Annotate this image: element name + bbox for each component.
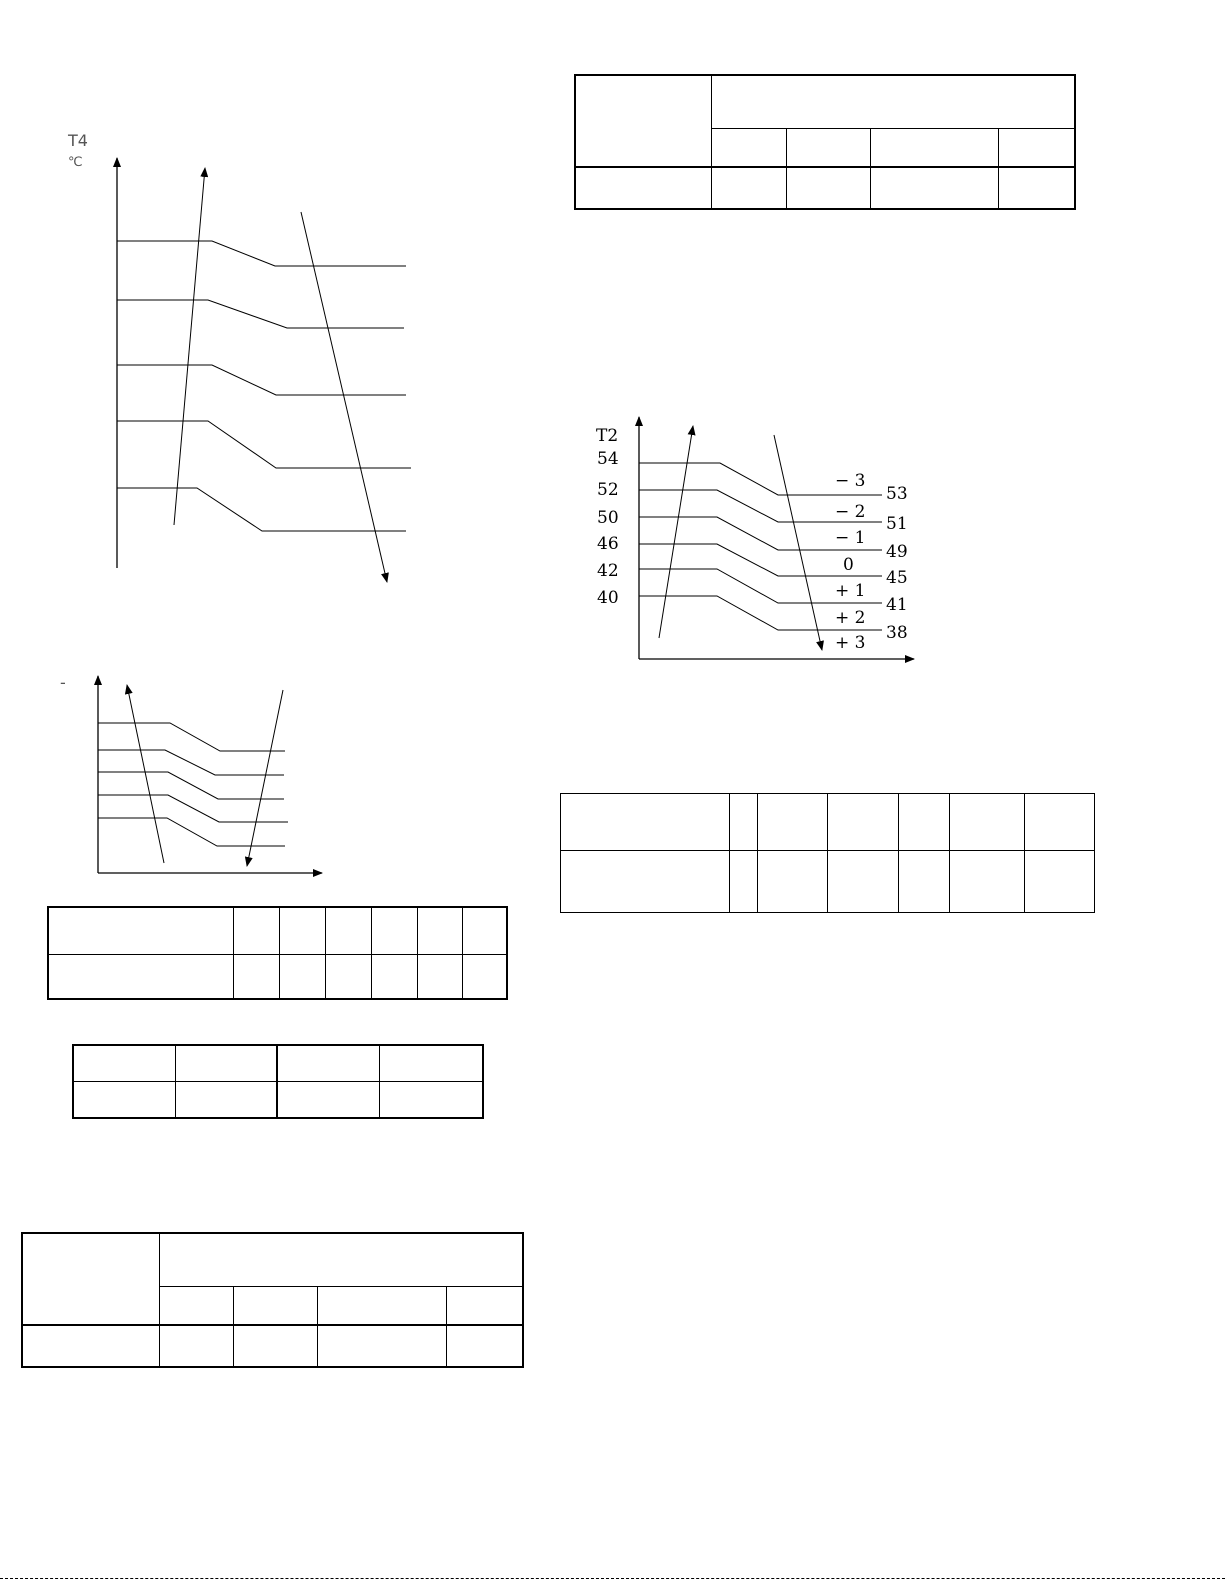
t4-step-line-3 [117, 365, 406, 395]
page-bottom-rule [0, 1578, 1225, 1579]
t4-step-line-1 [117, 241, 406, 266]
table-cell [48, 954, 233, 999]
t2-left-value: 50 [597, 508, 619, 528]
table-cell [711, 75, 1075, 128]
table-cell [758, 794, 828, 851]
table-cell [379, 1045, 483, 1081]
table-cell [1025, 794, 1095, 851]
table-cell [159, 1233, 523, 1286]
table-cell [317, 1325, 446, 1367]
table-cell [317, 1286, 446, 1325]
table-row [575, 75, 1075, 128]
table-cell [159, 1286, 233, 1325]
t2-falling-arrow [774, 435, 822, 650]
t2-left-value: 54 [597, 449, 619, 469]
table-row [575, 167, 1075, 209]
table-cell [233, 907, 279, 954]
table-cell [417, 954, 462, 999]
table-cell [446, 1286, 523, 1325]
t2-level-label: − 2 [835, 502, 866, 522]
t2-left-value: 46 [597, 534, 619, 554]
table-cell [325, 907, 371, 954]
table-cell [159, 1325, 233, 1367]
t2-right-value: 53 [886, 484, 908, 504]
table-cell [22, 1233, 159, 1325]
table-cell [325, 954, 371, 999]
table-cell [899, 794, 950, 851]
table-row [561, 851, 1095, 913]
table-cell [711, 128, 786, 167]
t2-y-label: T2 [596, 426, 619, 446]
table-cell [462, 954, 507, 999]
table-cell [277, 1081, 379, 1118]
t4-y-label: T4 [68, 131, 88, 150]
t4-step-line-2 [117, 300, 404, 328]
table-left-four-col [72, 1044, 484, 1119]
table-row [22, 1325, 523, 1367]
t4-unit-label: ℃ [68, 155, 83, 170]
table-row [73, 1045, 483, 1081]
table-cell [561, 851, 730, 913]
table-cell [899, 851, 950, 913]
table-cell [730, 794, 758, 851]
t2-level-label: 0 [843, 555, 854, 575]
table-cell [279, 907, 325, 954]
table-row [73, 1081, 483, 1118]
table-cell [277, 1045, 379, 1081]
small-falling-arrow [247, 690, 283, 866]
t4-step-line-4 [117, 421, 411, 468]
small-diagram [0, 660, 400, 900]
t2-left-value: 52 [597, 480, 619, 500]
table-cell [446, 1325, 523, 1367]
t2-right-value: 41 [886, 595, 908, 615]
small-step-line-2 [98, 750, 284, 775]
table-cell [950, 794, 1025, 851]
table-cell [48, 907, 233, 954]
table-cell [828, 794, 899, 851]
t2-level-label: + 1 [835, 581, 866, 601]
table-cell [73, 1081, 175, 1118]
t4-step-line-5 [117, 488, 406, 531]
table-cell [175, 1045, 277, 1081]
table-cell [1025, 851, 1095, 913]
t2-level-label: − 1 [835, 528, 866, 548]
table-cell [730, 851, 758, 913]
t2-left-value: 42 [597, 561, 619, 581]
table-cell [175, 1081, 277, 1118]
table-cell [233, 1325, 317, 1367]
table-row [561, 794, 1095, 851]
small-y-label: - [60, 673, 66, 692]
table-cell [22, 1325, 159, 1367]
table-bottom-left [21, 1232, 524, 1368]
small-rising-arrow [127, 685, 164, 863]
table-row [48, 907, 507, 954]
t4-diagram [0, 0, 600, 640]
t2-right-value: 51 [886, 514, 908, 534]
t2-left-value: 40 [597, 588, 619, 608]
table-cell [828, 851, 899, 913]
t2-level-label: + 3 [835, 633, 866, 653]
table-cell [233, 1286, 317, 1325]
table-cell [950, 851, 1025, 913]
table-cell [758, 851, 828, 913]
t2-level-label: + 2 [835, 608, 866, 628]
table-cell [998, 128, 1075, 167]
table-left-seven-col [47, 906, 508, 1000]
t2-right-value: 49 [886, 542, 908, 562]
table-cell [998, 167, 1075, 209]
table-cell [379, 1081, 483, 1118]
table-cell [870, 128, 998, 167]
t2-diagram [560, 400, 960, 690]
table-cell [462, 907, 507, 954]
table-cell [417, 907, 462, 954]
table-cell [73, 1045, 175, 1081]
table-cell [786, 128, 870, 167]
table-cell [575, 75, 711, 167]
table-right-middle [560, 793, 1095, 913]
table-cell [371, 907, 417, 954]
table-top-right [574, 74, 1076, 210]
table-cell [575, 167, 711, 209]
table-cell [870, 167, 998, 209]
t2-right-value: 45 [886, 568, 908, 588]
small-step-line-1 [98, 723, 285, 751]
table-row [48, 954, 507, 999]
table-row [22, 1233, 523, 1286]
table-cell [279, 954, 325, 999]
t2-right-value: 38 [886, 623, 908, 643]
table-cell [561, 794, 730, 851]
t2-level-label: − 3 [835, 471, 866, 491]
t4-rising-arrow [174, 168, 205, 525]
table-cell [233, 954, 279, 999]
table-cell [711, 167, 786, 209]
table-cell [371, 954, 417, 999]
t2-rising-arrow [659, 426, 693, 638]
t4-falling-arrow [301, 212, 387, 582]
table-cell [786, 167, 870, 209]
